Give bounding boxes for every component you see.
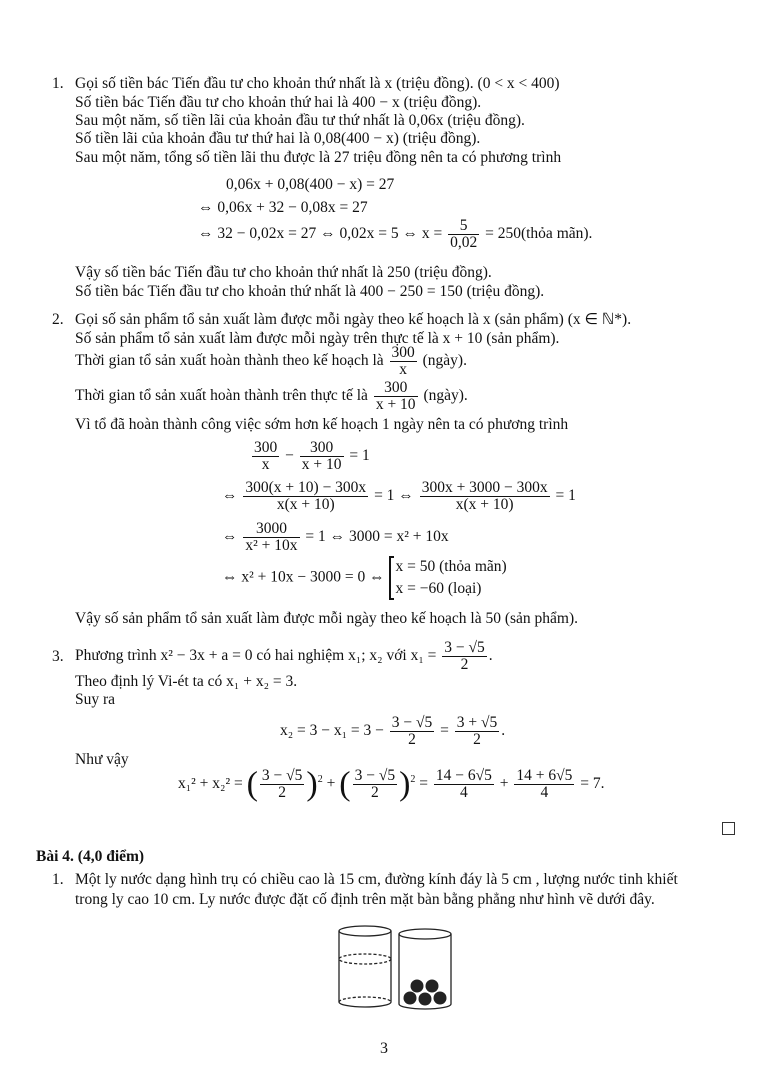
numerator: 3 − √5 (391, 714, 433, 731)
big-paren: ( (246, 765, 258, 803)
fraction (442, 640, 487, 673)
equation-line (250, 440, 370, 473)
big-paren: ) (399, 765, 411, 803)
numerator: 3 − √5 (444, 639, 485, 656)
text: Thời gian tổ sản xuất hoàn thành trên thực tế là (75, 387, 372, 405)
text: trong ly cao (75, 891, 153, 908)
denominator: 2 (408, 731, 416, 748)
text-line (75, 640, 493, 673)
math: − (281, 447, 298, 465)
numerator: 300(x + 10) − 300x (245, 479, 367, 496)
math: 0,08(400 − x) (313, 130, 399, 147)
denominator: x (261, 456, 270, 473)
text: (triệu đồng). (392, 75, 478, 92)
equation-line (226, 176, 394, 194)
fraction (243, 480, 368, 513)
section-title: Bài 4. (36, 848, 74, 865)
numerator: 5 (448, 218, 479, 235)
numerator: 300 (391, 344, 415, 361)
math: ⇔ 32 − 0,02x = 27 ⇔ 0,02x = 5 ⇔ x = (198, 225, 447, 243)
numerator: 3000 (243, 521, 299, 538)
fraction (514, 768, 574, 801)
text: Phương trình (75, 647, 161, 665)
math: x₁ = (410, 647, 441, 665)
math: = 1 (551, 487, 576, 505)
text: với (382, 647, 411, 665)
text: (triệu đồng). (410, 264, 492, 281)
denominator: x(x + 10) (276, 496, 335, 513)
math: = 250 (481, 225, 521, 243)
denominator: 2 (370, 784, 379, 801)
equation-line (178, 765, 605, 803)
text: (triệu đồng). (462, 283, 545, 300)
text: Số tiền bác Tiến đầu tư cho khoản thứ nhất là (75, 283, 361, 300)
balls (404, 980, 447, 1006)
math: + (322, 775, 340, 793)
math: x + 10 (442, 330, 483, 347)
denominator: 4 (460, 784, 468, 801)
text-line (75, 691, 115, 709)
case: x = −60 (loại) (395, 580, 482, 597)
text: (sản phẩm) (490, 311, 568, 328)
math: 0,06x (408, 112, 444, 129)
equation-line (198, 199, 368, 217)
math: = 1 ⇔ (370, 487, 418, 505)
equation-line (222, 556, 507, 600)
text: . (293, 673, 298, 690)
text-line (75, 673, 297, 691)
math: ⇔ 0,06x + 32 − 0,08x = 27 (198, 199, 368, 216)
fraction (252, 440, 279, 473)
numerator: 300 (254, 439, 278, 456)
numerator: 300 (300, 440, 344, 457)
fraction (420, 480, 550, 513)
text-line (75, 283, 544, 301)
text: triệu đồng nên ta có phương trình (349, 149, 562, 166)
text: Số tiền bác Tiến đầu tư cho khoản thứ hai là (75, 94, 353, 111)
math: 15 (338, 871, 355, 888)
math: 50 (485, 610, 501, 627)
text: Gọi số tiền bác Tiến đầu tư cho khoản thứ nhất là (75, 75, 385, 92)
math: 10 (152, 891, 169, 908)
cylinder-water (339, 926, 391, 1007)
math: = (415, 775, 432, 793)
text: . (488, 647, 493, 665)
text: Vậy số sản phẩm tổ sản xuất làm được mỗi ngày theo kế hoạch là (75, 610, 486, 627)
text: . (501, 722, 506, 740)
math: 1 (381, 416, 390, 433)
text: cm , lượng nước tinh khiết (508, 871, 678, 888)
fraction (374, 380, 418, 413)
text: cm. Ly nước được đặt cố định trên mặt bàn bằng phẳng như hình vẽ dưới đây. (168, 891, 655, 908)
text: (ngày). (419, 387, 468, 405)
text: . (627, 311, 632, 328)
math: ⇔ x² + 10x − 3000 = 0 ⇔ (222, 568, 389, 586)
math: (0 < x < 400) (477, 75, 560, 92)
math: x₁; x₂ (348, 647, 383, 665)
denominator: x + 10 (301, 456, 342, 473)
text: Sau một năm, số tiền lãi của khoản đầu tư thứ nhất là (75, 112, 409, 129)
text: Như vậy (75, 751, 129, 768)
big-paren: ) (306, 765, 318, 803)
math: x₂ = 3 − x₁ = 3 − (280, 722, 388, 740)
numerator: 14 + 6√5 (516, 767, 573, 784)
equation-line (222, 521, 449, 554)
text-line (75, 380, 468, 413)
text-line (75, 345, 467, 378)
text: Số sản phẩm tổ sản xuất làm được mỗi ngày trên thực tế là (75, 330, 443, 347)
math: (x ∈ ℕ*) (567, 311, 628, 328)
text: Một ly nước dạng hình trụ có chiều cao là (75, 871, 339, 888)
text: (triệu đồng). (398, 130, 481, 147)
big-paren: ( (339, 765, 351, 803)
fraction (300, 440, 344, 473)
text: Số tiền lãi của khoản đầu tư thứ hai là (75, 130, 314, 147)
numerator: 300 (374, 380, 418, 397)
cylinders-figure (330, 922, 460, 1014)
item-3-marker: 3. (52, 648, 64, 665)
math: = 7. (576, 775, 605, 793)
numerator: 3 + √5 (456, 714, 498, 731)
text-line (75, 112, 525, 130)
text-line (75, 751, 129, 769)
math: ⇔ (222, 487, 242, 505)
case: x = 50 (thỏa mãn) (395, 558, 507, 575)
math: 0,06x + 0,08(400 − x) = 27 (226, 176, 395, 193)
numerator: 300x + 3000 − 300x (421, 479, 548, 496)
text-line (75, 264, 492, 282)
math: = (436, 722, 453, 740)
math: x² − 3x + a = 0 (160, 647, 253, 665)
denominator: 2 (278, 784, 287, 801)
math: x₁ + x₂ = 3 (226, 673, 294, 690)
text: Vậy số tiền bác Tiến đầu tư cho khoản thứ nhất là (75, 264, 388, 281)
math: 27 (333, 149, 350, 166)
item-1-marker: 1. (52, 75, 64, 92)
math: x₁² + x₂² = (178, 775, 247, 793)
exponent: 2 (317, 773, 323, 785)
text: ngày nên ta có phương trình (389, 416, 569, 433)
text-line (75, 94, 481, 112)
math: x (482, 311, 491, 328)
text-line (75, 610, 578, 628)
numerator: 3 − √5 (354, 767, 396, 784)
text: có hai nghiệm (252, 647, 349, 665)
text: cm, đường kính đáy là (354, 871, 502, 888)
item-2-marker: 2. (52, 311, 64, 328)
text: (triệu đồng). (399, 94, 482, 111)
text: Thời gian tổ sản xuất hoàn thành theo kế hoạch là (75, 352, 388, 370)
text: (ngày). (418, 352, 467, 370)
text: (thỏa mãn). (520, 225, 593, 243)
fraction (455, 715, 500, 748)
numerator: 14 − 6√5 (435, 767, 492, 784)
fraction (260, 768, 305, 801)
math: 400 − 250 = 150 (360, 283, 463, 300)
text-line (75, 871, 678, 889)
math: = 1 ⇔ 3000 = x² + 10x (301, 528, 449, 546)
text-line (75, 416, 568, 434)
qed-square-icon (722, 822, 735, 835)
fraction (434, 768, 494, 801)
numerator: 3 − √5 (261, 767, 303, 784)
denominator: x(x + 10) (455, 496, 514, 513)
denominator: 4 (540, 784, 549, 801)
cases-bracket (389, 556, 507, 600)
text-line (75, 75, 560, 93)
section-heading (36, 848, 144, 866)
text: Suy ra (75, 691, 116, 708)
math: 5 (501, 871, 509, 888)
exponent: 2 (410, 773, 416, 785)
bai4-item-marker: 1. (52, 871, 64, 888)
fraction (243, 521, 299, 554)
math: = 1 (345, 447, 370, 465)
denominator: x² + 10x (245, 537, 298, 554)
page-number: 3 (380, 1040, 388, 1057)
math: + (495, 775, 513, 793)
text: Theo định lý Vi-ét ta có (75, 673, 227, 690)
text-line (75, 311, 631, 329)
text: (triệu đồng). (443, 112, 525, 129)
equation-line (280, 715, 505, 748)
section-points: (4,0 điểm) (77, 848, 145, 865)
equation-line (222, 480, 576, 513)
fraction (353, 768, 398, 801)
text-line (75, 891, 655, 909)
text: (sản phẩm). (500, 610, 579, 627)
denominator: x (399, 361, 408, 378)
denominator: x + 10 (375, 396, 416, 413)
text: Gọi số sản phẩm tổ sản xuất làm được mỗi ngày theo kế hoạch là (75, 311, 483, 328)
denominator: 0,02 (450, 234, 478, 251)
denominator: 2 (473, 731, 481, 748)
math: x (384, 75, 393, 92)
text: (sản phẩm). (482, 330, 560, 347)
text-line (75, 130, 480, 148)
equation-line (198, 218, 592, 251)
denominator: 2 (460, 656, 469, 673)
fraction (448, 218, 479, 251)
text: Vì tổ đã hoàn thành công việc sớm hơn kế hoạch (75, 416, 382, 433)
math: 400 − x (352, 94, 400, 111)
math: 250 (387, 264, 411, 281)
fraction (390, 715, 435, 748)
text: Sau một năm, tổng số tiền lãi thu được là (75, 149, 334, 166)
text-line (75, 149, 561, 167)
fraction (390, 345, 417, 378)
math: ⇔ (222, 528, 242, 546)
